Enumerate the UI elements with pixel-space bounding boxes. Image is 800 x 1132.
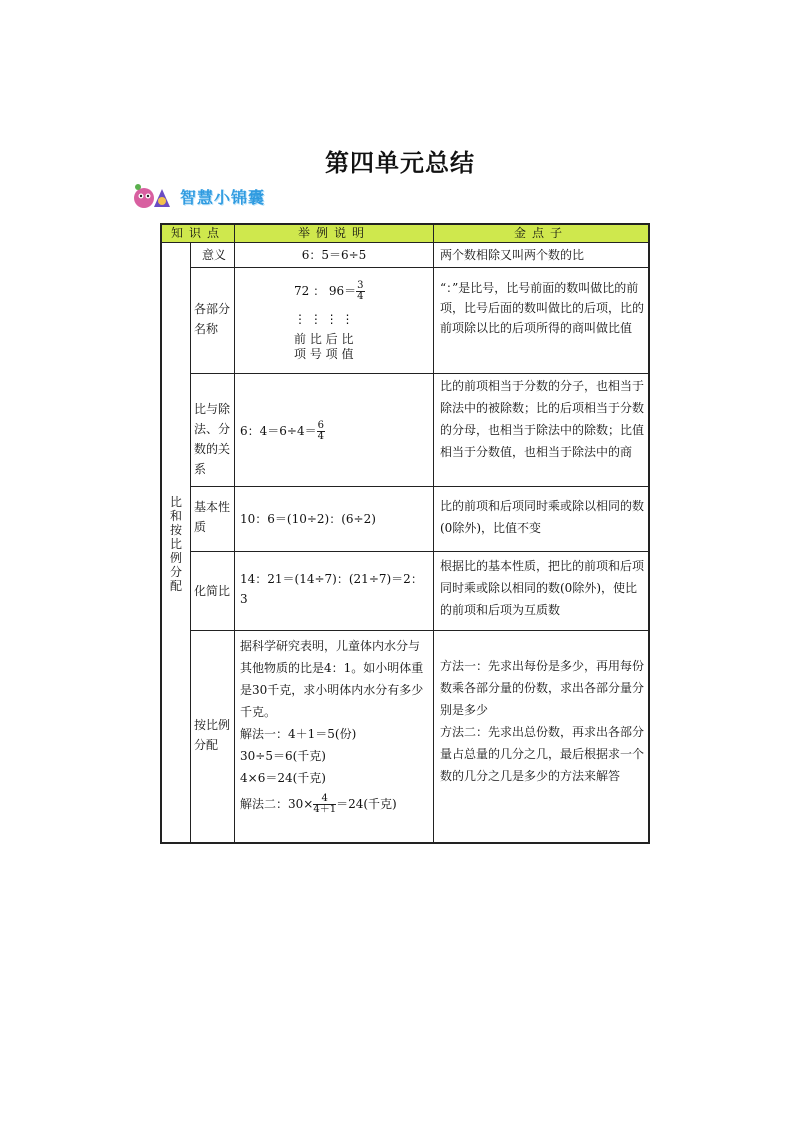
summary-table (160, 223, 650, 844)
row6-topic: 按比例分配 (194, 718, 231, 752)
fraction-denominator: 4 (317, 431, 324, 442)
row3-fraction (317, 421, 325, 442)
row6-tip: 方法一：先求出每份是多少，再用每份数乘各部分量的份数，求出各部分量分别是多少 方法二：先求出总份数，再求出各部分量占总量的几分之几，最后根据求一个数的几分之几是多少的方法来解答 (440, 659, 645, 783)
fraction-numerator: 6 (317, 420, 324, 431)
row1-tip: 两个数相除又叫两个数的比 (440, 248, 585, 262)
row4-example: 10：6＝(10÷2)：(6÷2) (240, 512, 376, 526)
row1-topic: 意义 (202, 248, 227, 262)
row5-tip: 根据比的基本性质，把比的前项和后项同时乘或除以相同的数(0除外)，使比的前项和后项为互质数 (440, 559, 645, 617)
row2-dots: ⋮ ⋮ ⋮ ⋮ (294, 312, 354, 326)
header-tip: 金点子 (513, 226, 568, 240)
page-title: 第四单元总结 (325, 149, 475, 177)
fraction-denominator: 4 (357, 291, 364, 302)
row2-tip: “：”是比号，比号前面的数叫做比的前项，比号后面的数叫做比的后项，比的前项除以比的后项所得的商叫做比值 (440, 281, 645, 335)
tips-banner (132, 181, 265, 211)
row6-method1-step1: 解法一：4＋1＝5(份) (240, 727, 357, 741)
row2-topic: 各部分名称 (194, 302, 231, 336)
row6-problem: 据科学研究表明，儿童体内水分与其他物质的比是4：1。如小明体重是30千克，求小明体内水分有多少千克。 (240, 639, 424, 719)
row6-fraction (313, 794, 336, 815)
row5-topic: 化简比 (194, 584, 231, 598)
row6-example (240, 635, 430, 815)
fraction-denominator: 4＋1 (313, 804, 337, 815)
banner-label: 智慧小锦囊 (180, 187, 266, 207)
fraction-numerator: 4 (313, 794, 336, 805)
group-label: 比和按比例分配 (169, 495, 182, 593)
row6-method2 (240, 793, 430, 815)
row3-example (240, 421, 325, 442)
row2-parts-top: 前 比 后 比 (294, 332, 354, 346)
row3-equation: 6：4＝6÷4＝ (240, 424, 317, 438)
row5-example: 14：21＝(14÷7)：(21÷7)＝2：3 (240, 572, 423, 606)
row4-topic: 基本性质 (194, 500, 231, 534)
row6-method1-step2: 30÷5＝6(千克) (240, 749, 326, 763)
row2-parts-bottom: 项 号 项 值 (294, 347, 354, 361)
header-topic: 知识点 (170, 226, 225, 240)
mascot-icon (132, 181, 176, 211)
header-example: 举例说明 (297, 226, 370, 240)
row6-method2-suffix: ＝24(千克) (336, 797, 397, 811)
row6-method2-prefix: 解法二：30× (240, 797, 314, 811)
row3-tip: 比的前项相当于分数的分子，也相当于除法中的被除数；比的后项相当于分数的分母，也相当于除法中的除数；比值相当于分数值，也相当于除法中的商 (440, 379, 645, 459)
row6-method1-step3: 4×6＝24(千克) (240, 771, 326, 785)
fraction-numerator: 3 (357, 280, 364, 291)
row2-example (294, 281, 365, 302)
row3-topic: 比与除法、分数的关系 (194, 402, 231, 476)
row4-tip: 比的前项和后项同时乘或除以相同的数(0除外)，比值不变 (440, 499, 645, 535)
row2-fraction (356, 281, 364, 302)
row2-ratio: 72 ： 96＝ (294, 284, 357, 298)
row1-example: 6：5＝6÷5 (301, 248, 367, 262)
